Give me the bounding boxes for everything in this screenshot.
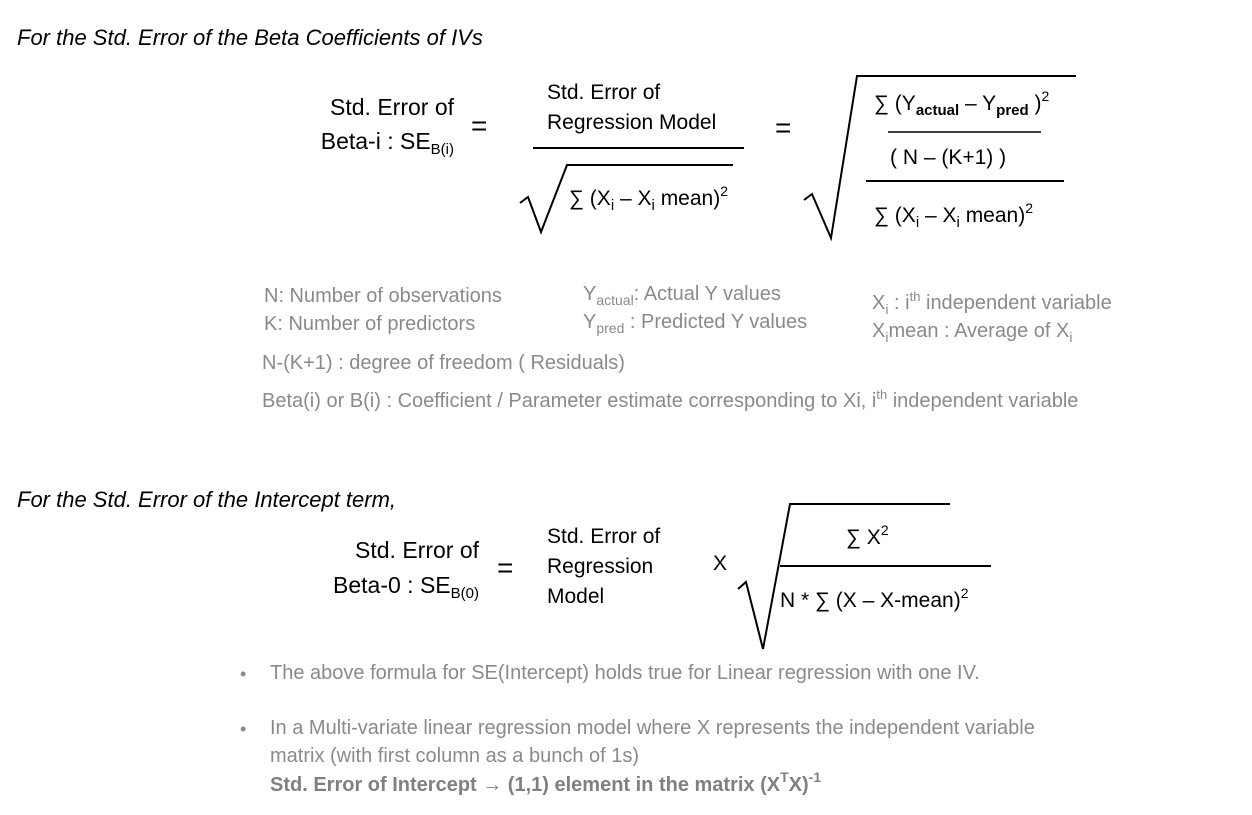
model-se-numerator-line2: Regression Model <box>547 111 717 134</box>
intercept-se-matrix-note: Std. Error of Intercept → (1,1) element in the matrix $(X^TX)^{-1}$ <box>270 769 822 796</box>
bullet-dot-1: • <box>240 664 247 684</box>
sum-x-squared: ∑ $X^2$ <box>846 522 889 549</box>
se-beta-0-line1: Std. Error of <box>355 537 479 563</box>
equals-sign-2: = <box>775 112 792 143</box>
multiply-sign: X <box>713 552 728 575</box>
sum-sq-deviation-xi: ∑ ($X_i - X_i$ mean)$^2$ <box>569 183 729 214</box>
sum-sq-deviation-xi-right: ∑ ($X_i - X_i$ mean)$^2$ <box>874 200 1034 231</box>
degrees-of-freedom-term: ( N – (K+1) ) <box>890 146 1007 169</box>
model-se-line3: Model <box>547 585 605 608</box>
legend-k: K: Number of predictors <box>264 313 476 335</box>
bullet-multivariate-line1: In a Multi-variate linear regression model where X represents the independent variable <box>270 717 1035 739</box>
equals-sign-1: = <box>471 110 488 141</box>
n-sum-sq-deviation-x: N * ∑ (X – X-mean)$^2$ <box>780 585 969 612</box>
sqrt-sign-intercept <box>738 504 950 649</box>
legend-n: N: Number of observations <box>264 285 502 307</box>
legend-beta: Beta(i) or B(i) : Coefficient / Parameter estimate corresponding to Xi, $i^{th}$ independent variable <box>262 387 1079 412</box>
model-se-numerator-line1: Std. Error of <box>547 81 661 104</box>
legend-dof: N-(K+1) : degree of freedom ( Residuals) <box>262 352 625 374</box>
bullet-dot-2: • <box>240 719 247 739</box>
legend-xi: $X_i$ : $i^{th}$ independent variable <box>872 289 1112 317</box>
se-beta-0-line2: Beta-0 : $SE_{B(0)}$ <box>333 572 479 602</box>
legend-xi-mean: $X_imean$ : Average of $X_i$ <box>872 320 1073 345</box>
section2-heading: For the Std. Error of the Intercept term, <box>17 487 397 512</box>
model-se-line2: Regression <box>547 555 654 578</box>
model-se-line1: Std. Error of <box>547 525 661 548</box>
bullet-multivariate-line2: matrix (with first column as a bunch of 1s) <box>270 745 640 767</box>
sum-sq-residuals: ∑ ($Y_{actual} - Y_{pred}$ )$^2$ <box>874 88 1050 119</box>
se-beta-i-line1: Std. Error of <box>330 94 454 120</box>
section1-heading: For the Std. Error of the Beta Coefficients of IVs <box>17 25 483 50</box>
equals-sign-3: = <box>497 552 514 583</box>
legend-y-actual: $Y_{actual}$: Actual Y values <box>583 283 781 308</box>
legend-y-pred: $Y_{pred}$ : Predicted Y values <box>583 311 808 336</box>
bullet-one-iv: The above formula for SE(Intercept) holds true for Linear regression with one IV. <box>270 662 980 684</box>
se-beta-i-line2: Beta-i : $SE_{B(i)}$ <box>320 128 454 158</box>
